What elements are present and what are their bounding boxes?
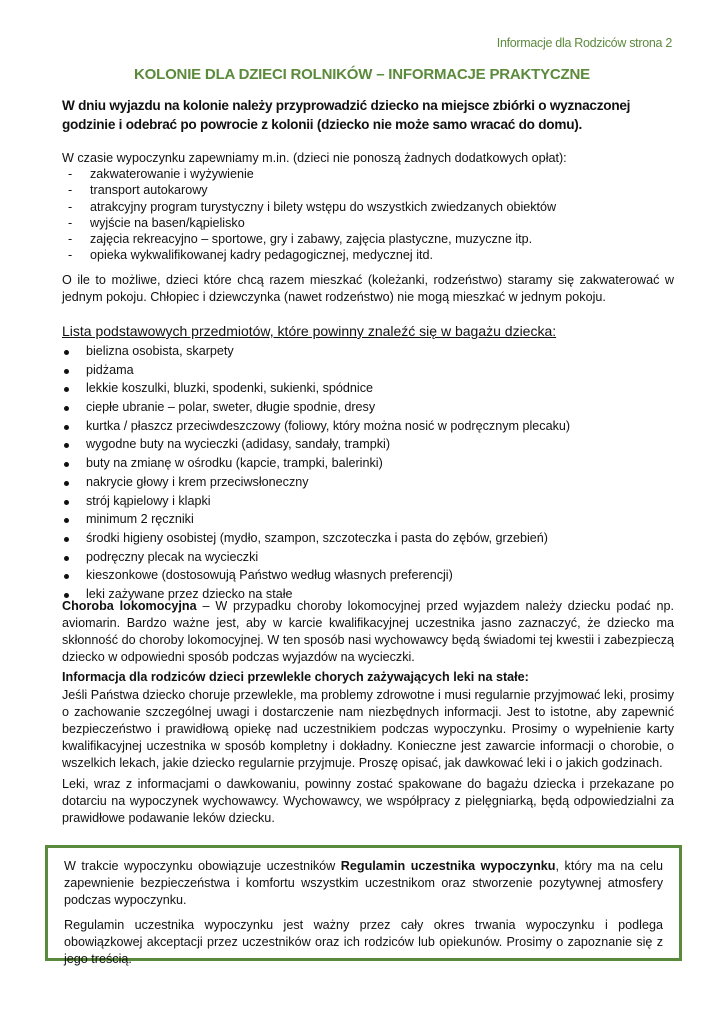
document-title: KOLONIE DLA DZIECI ROLNIKÓW – INFORMACJE PRAKTYCZNE <box>134 66 590 83</box>
list-item: - wyjście na basen/kąpielisko <box>68 215 245 230</box>
rules-paragraph-1: W trakcie wypoczynku obowiązuje uczestników Regulamin uczestnika wypoczynku, który ma na celu zapewnienie bezpieczeństwa i komfortu wszystkim uczestnikom oraz stworzenie pozytywnej atmosfery podczas wypoczynku. <box>64 859 663 907</box>
bullet-icon <box>64 443 69 448</box>
rules-paragraph-2: Regulamin uczestnika wypoczynku jest ważny przez cały okres trwania wypoczynku i podlega obowiązkowej akceptacji przez uczestników oraz ich rodziców lub opiekunów. Prosimy o zapoznanie się z jego treścią. <box>64 918 663 966</box>
luggage-list <box>62 344 674 606</box>
dash-marker: - <box>68 183 73 198</box>
list-item: leki zażywane przez dziecko na stałe <box>62 587 674 606</box>
bullet-icon <box>64 462 69 467</box>
provisions-intro: W czasie wypoczynku zapewniamy m.in. (dzieci nie ponoszą żadnych dodatkowych opłat): <box>62 151 567 165</box>
dash-marker: - <box>68 248 73 263</box>
dash-marker: - <box>68 215 73 230</box>
list-item: kurtka / płaszcz przeciwdeszczowy (foliowy, który można nosić w podręcznym plecaku) <box>62 419 674 438</box>
list-item: pidżama <box>62 363 674 382</box>
rules-name: Regulamin uczestnika wypoczynku <box>340 859 556 873</box>
bullet-icon <box>64 574 69 579</box>
motion-sickness-paragraph: Choroba lokomocyjna – W przypadku choroby lokomocyjnej przed wyjazdem należy dziecku podać np. aviomarin. Bardzo ważne jest, aby w karcie kwalifikacyjnej uczestnika jasno zaznaczyć, że dziecko ma skłonność do choroby lokomocyjnej. W ten sposób nasi wychowawcy będą świadomi tej kwestii i zabezpieczą dziecko w odpowiedni sposób podczas wyjazdów na wycieczki. <box>62 599 674 664</box>
bullet-icon <box>64 350 69 355</box>
list-item: - transport autokarowy <box>68 183 208 198</box>
bullet-icon <box>64 500 69 505</box>
list-item: buty na zmianę w ośrodku (kapcie, trampki, balerinki) <box>62 456 674 475</box>
dash-marker: - <box>68 199 73 214</box>
chronic-illness-paragraph: Jeśli Państwa dziecko choruje przewlekle, ma problemy zdrowotne i musi regularnie przyjmować leki, prosimy o zachowanie szczególnej uwagi i dostarczenie nam niezbędnych informacji. Jest to istotne, aby zapewnić bezpieczeństwo i prawidłową opiekę nad uczestnikiem podczas wypoczynku. Prosimy o wypełnienie karty kwalifikacyjnej uczestnika w sposób kompletny i dokładny. Konieczne jest zawarcie informacji o chorobie, o wszelkich lekach, jakie dziecko regularnie przyjmuje. Proszę opisać, jak dawkować leki i o jakich godzinach. <box>62 688 674 770</box>
motion-sickness-label: Choroba lokomocyjna <box>62 599 197 613</box>
luggage-heading: Lista podstawowych przedmiotów, które powinny znaleźć się w bagażu dziecka: <box>62 323 557 339</box>
rules-notice-box <box>45 845 682 966</box>
bullet-icon <box>64 369 69 374</box>
list-item: strój kąpielowy i klapki <box>62 494 674 513</box>
bullet-icon <box>64 425 69 430</box>
page-header-label: Informacje dla Rodziców strona 2 <box>496 36 672 50</box>
list-item: bielizna osobista, skarpety <box>62 344 674 363</box>
bullet-icon <box>64 518 69 523</box>
rooms-paragraph: O ile to możliwe, dzieci które chcą razem mieszkać (koleżanki, rodzeństwo) staramy się zakwaterować w jednym pokoju. Chłopiec i dziewczynka (nawet rodzeństwo) nie mogą mieszkać w jednym pokoju. <box>62 273 674 304</box>
dash-marker: - <box>68 167 73 181</box>
list-item: minimum 2 ręczniki <box>62 512 674 531</box>
list-item: - zajęcia rekreacyjno – sportowe, gry i zabawy, zajęcia plastyczne, muzyczne itp. <box>68 232 533 247</box>
provisions-list <box>62 167 674 265</box>
list-item: wygodne buty na wycieczki (adidasy, sandały, trampki) <box>62 437 674 456</box>
bullet-icon <box>64 406 69 411</box>
dash-marker: - <box>68 232 73 247</box>
list-item: - zakwaterowanie i wyżywienie <box>68 167 254 181</box>
lead-paragraph: W dniu wyjazdu na kolonie należy przyprowadzić dziecko na miejsce zbiórki o wyznaczonej godzinie i odebrać po powrocie z kolonii (dziecko nie może samo wracać do domu). <box>62 98 631 132</box>
bullet-icon <box>64 481 69 486</box>
medications-paragraph: Leki, wraz z informacjami o dawkowaniu, powinny zostać spakowane do bagażu dziecka i przekazane po dotarciu na wypoczynek wychowawcy. Wychowawcy, we współpracy z pielęgniarką, będą odpowiedzialni za prawidłowe podawanie leków dziecku. <box>62 777 674 825</box>
list-item: podręczny plecak na wycieczki <box>62 550 674 569</box>
bullet-icon <box>64 556 69 561</box>
bullet-icon <box>64 537 69 542</box>
chronic-illness-heading: Informacja dla rodziców dzieci przewlekle chorych zażywających leki na stałe: <box>62 670 529 684</box>
list-item: - atrakcyjny program turystyczny i bilety wstępu do wszystkich zwiedzanych obiektów <box>68 199 557 214</box>
bullet-icon <box>64 387 69 392</box>
list-item: kieszonkowe (dostosowują Państwo według własnych preferencji) <box>62 568 674 587</box>
list-item: środki higieny osobistej (mydło, szampon, szczoteczka i pasta do zębów, grzebień) <box>62 531 674 550</box>
list-item: ciepłe ubranie – polar, sweter, długie spodnie, dresy <box>62 400 674 419</box>
list-item: nakrycie głowy i krem przeciwsłoneczny <box>62 475 674 494</box>
list-item: lekkie koszulki, bluzki, spodenki, sukienki, spódnice <box>62 381 674 400</box>
list-item: - opieka wykwalifikowanej kadry pedagogicznej, medycznej itd. <box>68 248 434 263</box>
